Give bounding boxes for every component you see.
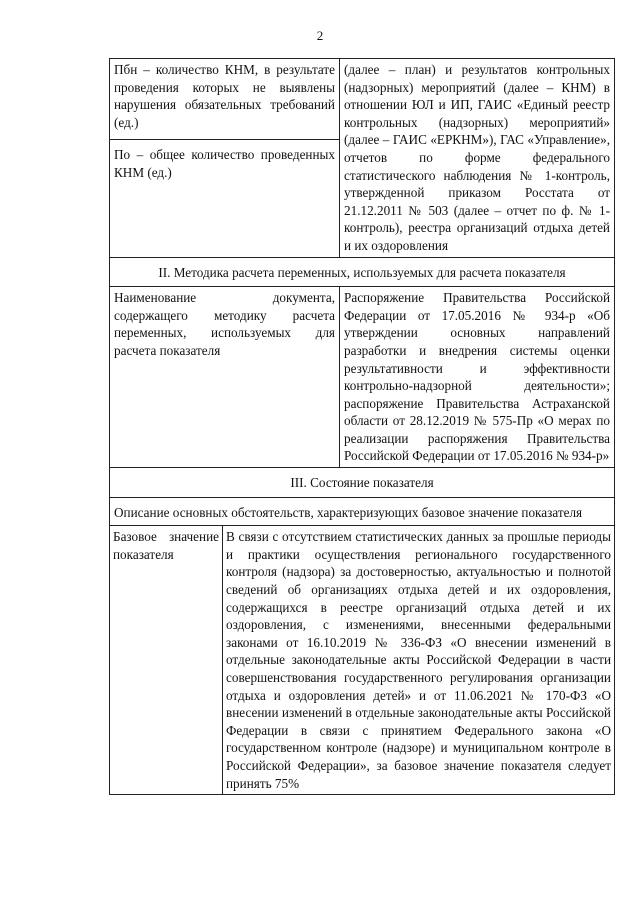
- methodology-document-label: Наименование документа, содержащего методику расчета переменных, используемых для расчета показателя: [110, 287, 340, 468]
- variable-pbn-definition: Пбн – количество КНМ, в результате проведения которых не выявлены нарушения обязательных требований (ед.): [114, 62, 335, 130]
- table-row: [110, 526, 615, 795]
- methodology-document-value: Распоряжение Правительства Российской Федерации от 17.05.2016 № 934-р «Об утверждении основных направлений разработки и внедрения системы оценки результативности и эффективности контрольно-надзорной деятельности»; распоряжение Правительства Астраханской области от 28.12.2019 № 575-Пр «О мерах по реализации распоряжения Правительства Российской Федерации от 17.05.2016 № 934-р»: [340, 287, 615, 468]
- table-row: [110, 468, 615, 498]
- section-2-heading: II. Методика расчета переменных, используемых для расчета показателя: [110, 257, 615, 287]
- variable-po-definition: По – общее количество проведенных КНМ (ед.): [110, 139, 339, 181]
- base-value-label: Базовое значение показателя: [110, 526, 223, 795]
- data-sources-cell: (далее – план) и результатов контрольных (надзорных) мероприятий (далее – КНМ) в отношении ЮЛ и ИП, ГАИС «Единый реестр контрольных (надзорных) мероприятий» (далее – ГАИС «ЕРКНМ»), ГАС «Управление», отчетов по форме федерального статистического наблюдения № 1-контроль, утвержденной приказом Росстата от 21.12.2011 № 503 (далее – отчет по ф. № 1-контроль), реестра организаций отдыха детей и их оздоровления: [340, 59, 615, 258]
- table-row: [110, 257, 615, 287]
- variables-cell: [110, 59, 340, 258]
- section-3-heading: III. Состояние показателя: [110, 468, 615, 498]
- table-row: [110, 497, 615, 526]
- page-number: 2: [316, 28, 324, 43]
- base-value-text: В связи с отсутствием статистических данных за прошлые периоды и практики осуществления регионального государственного контроля (надзора) за достоверностью, актуальностью и полнотой сведений об организациях отдыха детей и их оздоровления, содержащихся в реестре организаций отдыха детей и их оздоровления, с изменениями, внесенными федеральными законами от 16.10.2019 № 336-ФЗ «О внесении изменений в отдельные законодательные акты Российской Федерации в части совершенствования государственного регулирования организации отдыха и оздоровления детей» и от 11.06.2021 № 170-ФЗ «О внесении изменений в отдельные законодательные акты Российской Федерации в связи с принятием Федерального закона «О государственном контроле (надзоре) и муниципальном контроле в Российской Федерации», за базовое значение показателя следует принять 75%: [223, 526, 615, 795]
- indicator-passport-table: [109, 58, 614, 795]
- base-description-label: Описание основных обстоятельств, характеризующих базовое значение показателя: [110, 497, 615, 526]
- table-row: [110, 59, 615, 258]
- table-row: [110, 287, 615, 468]
